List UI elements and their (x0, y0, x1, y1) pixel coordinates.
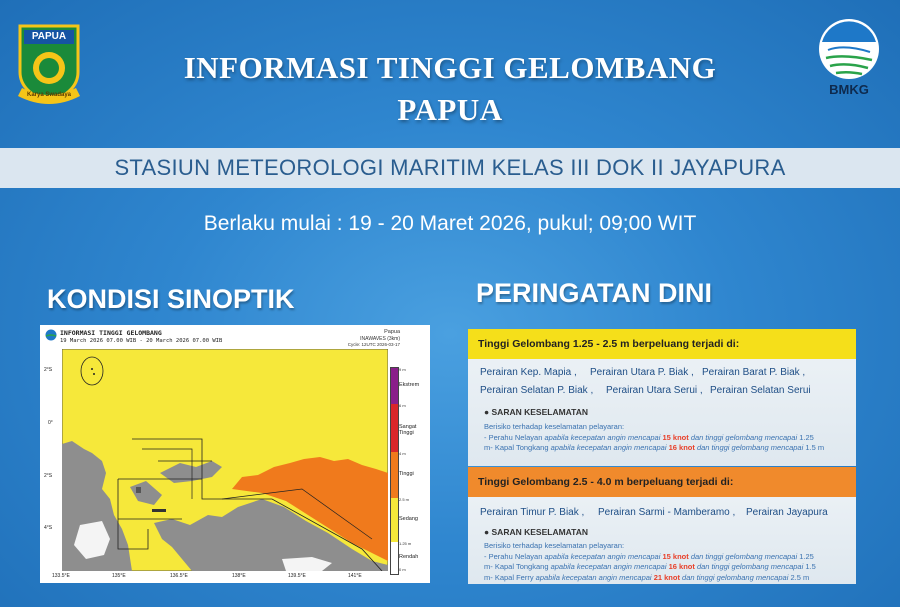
legend-bottom-label: 0 m (399, 567, 406, 572)
warning-heading: PERINGATAN DINI (476, 278, 712, 308)
advice-line: m- Kapal Tongkang apabila kecepatan angin mencapai 16 knot dan tinggi gelombang mencapai 1.5 m (484, 443, 825, 452)
map-model: INAWAVES (3km) (360, 336, 400, 342)
station-band (0, 148, 900, 188)
legend-value: 6 m (399, 403, 406, 408)
legend-label: Ekstrem (399, 382, 420, 388)
advice-line: - Perahu Nelayan apabila kecepatan angin mencapai 15 knot dan tinggi gelombang mencapai 1.25 (484, 432, 814, 442)
location-label: Perairan Utara Serui , (606, 385, 703, 396)
lon-label: 141°E (348, 573, 362, 579)
location-label: Perairan Selatan P. Biak , (480, 385, 594, 396)
legend-value: 1.25 m (399, 541, 412, 546)
advice-line: m- Kapal Tongkang apabila kecepatan angin mencapai 16 knot dan tinggi gelombang mencapai 1.5 (484, 562, 816, 571)
lon-label: 135°E (112, 573, 126, 579)
lon-label: 139.5°E (288, 573, 306, 579)
legend-label: Rendah (399, 554, 419, 560)
saran-label: SARAN KESELAMATAN (491, 527, 589, 537)
saran-label: SARAN KESELAMATAN (491, 407, 589, 417)
wave-map-panel (40, 325, 430, 583)
legend-swatch (391, 368, 398, 404)
location-label: Perairan Sarmi - Mamberamo , (598, 507, 736, 518)
lon-label: 133.5°E (52, 573, 70, 579)
legend-swatch (391, 452, 398, 498)
legend-value: 9 m (399, 367, 406, 372)
warning-card-1 (468, 329, 856, 466)
map-region: Papua (384, 329, 400, 335)
legend-label: Tinggi (399, 471, 414, 477)
validity-period: Berlaku mulai : 19 - 20 Maret 2026, pukul; 09;00 WIT (203, 212, 697, 235)
page-title: INFORMASI TINGGI GELOMBANG (183, 50, 717, 85)
map-title: INFORMASI TINGGI GELOMBANG (60, 329, 162, 337)
page-subtitle: PAPUA (397, 92, 503, 127)
legend-value: 2.5 m (399, 497, 410, 502)
location-label: Perairan Timur P. Biak , (480, 507, 585, 518)
saran-block-2 (484, 527, 854, 583)
papua-logo-motto: Karya Swadaya (26, 92, 72, 98)
legend-swatch (391, 404, 398, 452)
lat-label: 0° (48, 420, 53, 426)
bmkg-logo-text: BMKG (829, 82, 869, 97)
synoptic-heading: KONDISI SINOPTIK (47, 284, 295, 314)
papua-logo-text: PAPUA (31, 31, 67, 42)
location-label: Perairan Selatan Serui (710, 385, 811, 396)
wave-map (62, 349, 388, 571)
legend-label: Sedang (399, 516, 418, 522)
legend-label: Sangat Tinggi (399, 424, 417, 436)
warning-icon: ● (484, 407, 490, 417)
legend-value: 4 m (399, 451, 406, 456)
map-period: 19 March 2026 07.00 WIB - 20 March 2026 07.00 WIB (60, 338, 223, 344)
advice-intro: Berisiko terhadap keselamatan pelayaran: (484, 541, 625, 550)
map-cycle: Cycle: 12UTC 2026-03-17 (347, 342, 400, 347)
saran-block-1 (484, 407, 854, 454)
lon-label: 136.5°E (170, 573, 188, 579)
lon-label: 138°E (232, 573, 246, 579)
location-label: Perairan Barat P. Biak , (702, 367, 806, 378)
lat-label: 4°S (44, 525, 53, 531)
advice-line: m- Kapal Ferry apabila kecepatan angin mencapai 21 knot dan tinggi gelombang mencapai 2.5 m (484, 572, 810, 582)
location-label: Perairan Kep. Mapia , (480, 367, 577, 378)
warning-2-heading: Tinggi Gelombang 2.5 - 4.0 m berpeluang terjadi di: (468, 467, 856, 497)
map-header-icon (45, 329, 57, 341)
location-label: Perairan Utara P. Biak , (590, 367, 694, 378)
lat-label: 2°S (44, 367, 53, 373)
lat-label: 2°S (44, 473, 53, 479)
advice-line: - Perahu Nelayan apabila kecepatan angin mencapai 15 knot dan tinggi gelombang mencapai 1.25 (484, 551, 814, 561)
warning-card-2 (468, 467, 856, 584)
legend-swatch (391, 498, 398, 542)
advice-intro: Berisiko terhadap keselamatan pelayaran: (484, 422, 625, 431)
map-legend (390, 367, 428, 573)
location-label: Perairan Jayapura (746, 507, 828, 518)
warning-icon: ● (484, 527, 490, 537)
station-name: STASIUN METEOROLOGI MARITIM KELAS III DOK II JAYAPURA (114, 155, 786, 180)
warning-1-heading: Tinggi Gelombang 1.25 - 2.5 m berpeluang terjadi di: (468, 329, 856, 359)
legend-swatch (391, 542, 398, 574)
